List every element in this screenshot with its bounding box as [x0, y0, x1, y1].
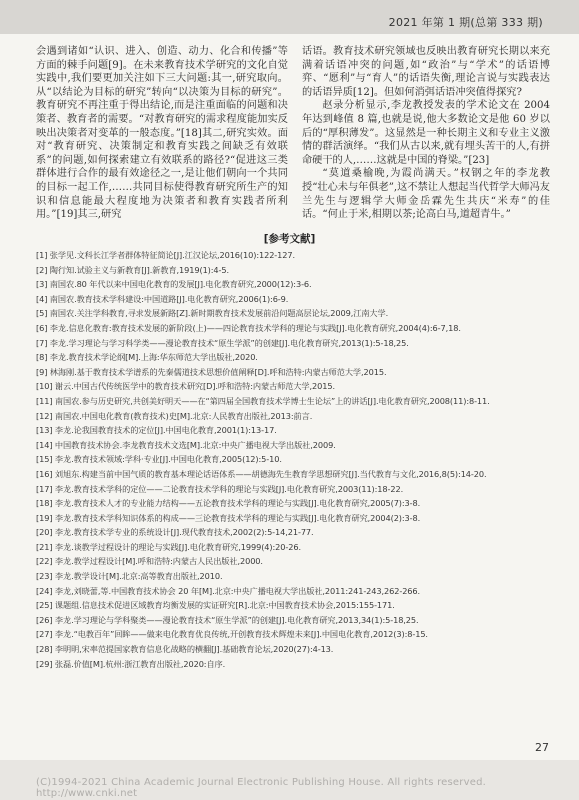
reference-item: [16] 刘旭东.构建当前中国气质的教育基本理论话语体系——胡德海先生教育学思想研究[J].当代教育与文化,2016,8(5):14-20. [36, 468, 487, 479]
reference-item: [3] 南国农.80 年代以来中国电化教育的发展[J].电化教育研究,2000(12):3-6. [36, 279, 312, 290]
reference-item: [25] 课题组.信息技术促进区域教育均衡发展的实证研究[R].北京:中国教育技术协会,2015:155-171. [36, 600, 395, 611]
reference-item: [26] 李龙.学习理论与学科聚类——漫论教育技术“原生学派”的创建[J].电化教育研究,2013,34(1):5-18,25. [36, 614, 419, 625]
copyright-notice: (C)1994-2021 China Academic Journal Electronic Publishing House. All rights reserved. http://www.cnki.net [36, 777, 486, 799]
reference-item: [21] 李龙.谈教学过程设计的理论与实践[J].电化教育研究,1999(4):20-26. [36, 541, 301, 552]
reference-item: [27] 李龙.“电教百年”回眸——做来电化教育优良传统,开创教育技术辉煌未来[J].中国电化教育,2012(3):8-15. [36, 629, 428, 640]
reference-item: [29] 张磊.价值[M].杭州:浙江教育出版社,2020:自序. [36, 658, 226, 669]
reference-item: [9] 林海刚.基于教育技术学谱系的先秦儒道技术思想价值阐释[D].呼和浩特:内蒙古师范大学,2015. [36, 366, 387, 377]
body-paragraph: 赵录分析显示,李龙教授发表的学术论文在 2004 年达到峰值 8 篇,也就是说,他大多数论文是他 60 岁以后的“厚积薄发”。这显然是一种长期主义和专业主义激情的群活演绎。“我们从古以来,就有埋头苦干的人,有拼命硬干的人,……这就是中国的脊梁。”[23] [302, 100, 550, 166]
body-paragraph: “莫道桑榆晚,为霞尚满天。”权钢之年的李龙教授“壮心未与年俱老”,这不禁让人想起当代哲学大师冯友兰先生与逻辑学大师金岳霖先生共庆“米寿”的佳话。“何止于米,相期以茶;论高白马,道超青牛。” [302, 168, 550, 221]
reference-item: [8] 李龙.教育技术学论纲[M].上海:华东师范大学出版社,2020. [36, 352, 258, 363]
reference-item: [24] 李龙,刘晓蕾,等.中国教育技术协会 20 年[M].北京:中央广播电视大学出版社,2011:241-243,262-266. [36, 585, 421, 596]
reference-item: [13] 李龙.论我国教育技术的定位[J].中国电化教育,2001(1):13-17. [36, 425, 277, 436]
body-paragraph: 会遇到诸如“认识、进入、创造、动力、化合和传播”等方面的棘手问题[9]。在未来教育技术学研究的文化自觉实践中,我们要更加关注如下三大问题:其一,研究取向。从“以结论为目标的研究”转向“以决策为目标的研究”。教育研究不再注重于得出结论,而是注重面临的问题和决策者、教育者的需要。“对教育研究的需求程度能加实反映出决策者对变革的一般态度。”[18]其二,研究实效。面对“教育研究、决策制定和教育实践之间缺乏有效联系”的问题,如何探索建立有效联系的路径?“促进这三类群体进行合作的最有效途径之一,是让他们朝向一个共同的目标一起工作,……共同目标使得教育研究所生产的知识和信息能最大程度地为决策者和教育实践者所利用。”[19]其三,研究 [36, 46, 288, 221]
reference-item: [20] 李龙.教育技术学专业的系统设计[J].现代教育技术,2002(2):5-14,21-77. [36, 527, 314, 538]
reference-item: [12] 南国农.中国电化教育(教育技术)史[M].北京:人民教育出版社,2013:前言. [36, 410, 313, 421]
reference-item: [10] 谢云.中国古代传统医学中的教育技术研究[D].呼和浩特:内蒙古师范大学,2015. [36, 381, 335, 392]
reference-item: [19] 李龙.教育技术学科知识体系的构成——三论教育技术学科的理论与实践[J].电化教育研究,2004(2):3-8. [36, 512, 421, 523]
references-heading: [参考文献] [263, 233, 316, 245]
references-list [36, 248, 554, 671]
reference-item: [2] 陶行知.试验主义与新教育[J].新教育,1919(1):4-5. [36, 264, 230, 275]
body-paragraph: 话语。教育技术研究领域也反映出教育研究长期以来充满着话语冲突的问题,如“政治”与“学术”的话语博弈、“愿利”与“育人”的话语失衡,理论言说与实践表达的话语异质[12]。但如何消弭话语冲突值得探究? [302, 46, 550, 98]
page-header [0, 0, 579, 34]
reference-item: [15] 李龙.教育技术领域:学科·专业[J].中国电化教育,2005(12):5-10. [36, 454, 282, 465]
page-number: 27 [535, 741, 549, 754]
reference-item: [28] 李明明,宋率范提国家教育信息化战略的横翻[J].基础教育论坛,2020(27):4-13. [36, 644, 334, 655]
reference-item: [5] 南国农.关注学科教育,寻求发展新路[Z].新时期教育技术发展前沿问题高层论坛,2009,江南大学. [36, 308, 389, 319]
reference-item: [4] 南国农.教育技术学科建设:中国道路[J].电化教育研究,2006(1):6-9. [36, 293, 289, 304]
reference-item: [1] 张学见.文科长江学者群体特征简论[J].江汉论坛,2016(10):122-127. [36, 250, 295, 260]
reference-item: [7] 李龙.学习理论与学习科学类——漫论教育技术“原生学派”的创建[J].电化教育研究,2013(1):5-18,25. [36, 337, 409, 348]
left-body-column [36, 45, 288, 222]
reference-item: [11] 南国农.参与历史研究,共创美好明天——在“第四届全国教育技术学博士生论坛”上的讲话[J].电化教育研究,2008(11):8-11. [36, 395, 490, 406]
reference-item: [22] 李龙.教学过程设计[M].呼和浩特:内蒙古人民出版社,2000. [36, 556, 263, 567]
reference-item: [23] 李龙.教学设计[M].北京:高等教育出版社,2010. [36, 571, 223, 582]
reference-item: [18] 李龙.教育技术人才的专业能力结构——五论教育技术学科的理论与实践[J].电化教育研究,2005(7):3-8. [36, 498, 421, 509]
reference-item: [17] 李龙.教育技术学科的定位——二论教育技术学科的理论与实践[J].电化教育研究,2003(11):18-22. [36, 483, 404, 494]
reference-item: [6] 李龙.信息化教育:教育技术发展的新阶段(上)——四论教育技术学科的理论与实践[J].电化教育研究,2004(4):6-7,18. [36, 322, 461, 333]
reference-item: [14] 中国教育技术协会.李龙教育技术文选[M].北京:中央广播电视大学出版社,2009. [36, 439, 336, 450]
issue-label: 2021 年第 1 期(总第 333 期) [388, 16, 543, 29]
right-body-column [302, 45, 550, 222]
